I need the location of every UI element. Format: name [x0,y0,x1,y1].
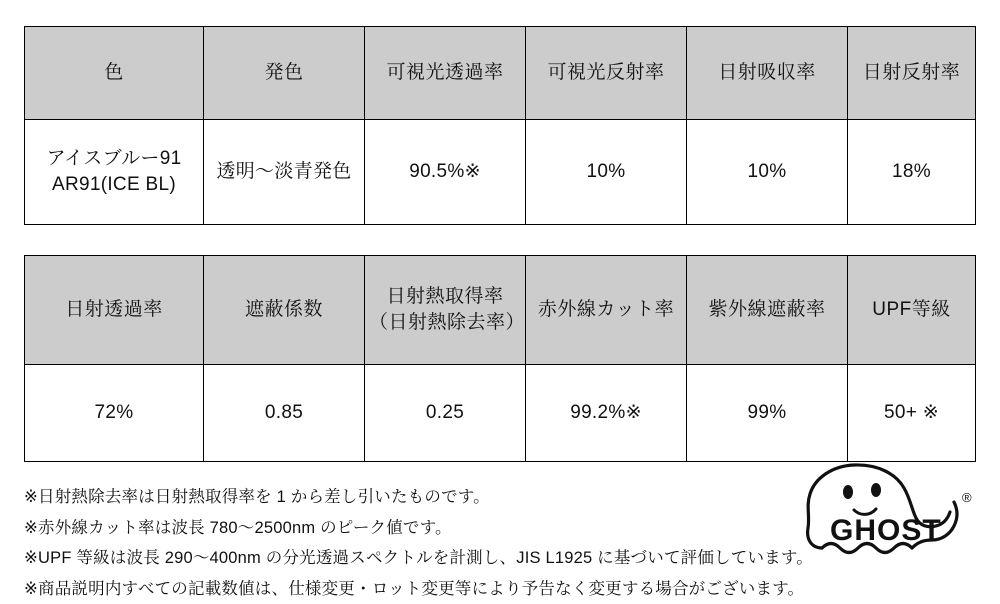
header-upf-grade: UPF等級 [848,256,976,365]
header-uv-shielding-rate: 紫外線遮蔽率 [687,256,848,365]
optical-properties-table-1 [24,26,976,225]
header-shading-coefficient: 遮蔽係数 [204,256,365,365]
cell-visible-light-transmittance: 90.5%※ [365,120,526,225]
cell-coloring: 透明〜淡青発色 [204,120,365,225]
header-solar-reflectance: 日射反射率 [848,27,976,120]
cell-solar-heat-gain: 0.25 [365,365,526,462]
table-row [25,120,976,225]
cell-solar-transmittance: 72% [25,365,204,462]
footnote-2: ※赤外線カット率は波長 780〜2500nm のピーク値です。 [24,518,452,537]
header-visible-light-reflectance: 可視光反射率 [526,27,687,120]
registered-mark: ® [962,490,972,505]
cell-solar-reflectance: 18% [848,120,976,225]
cell-upf-grade: 50+ ※ [848,365,976,462]
ghost-logo-text: GHOST [830,514,942,547]
cell-solar-absorptance: 10% [687,120,848,225]
header-visible-light-transmittance: 可視光透過率 [365,27,526,120]
table-2-header-row [25,256,976,365]
header-solar-heat-gain-line-2: （日射熱除去率） [369,312,526,333]
footnote-3: ※UPF 等級は波長 290〜400nm の分光透過スペクトルを計測し、JIS L1925 に基づいて評価しています。 [24,549,813,568]
cell-shading-coefficient: 0.85 [204,365,365,462]
color-name-line-1: アイスブルー91 [46,148,182,170]
footnotes [24,482,976,604]
header-solar-absorptance: 日射吸収率 [687,27,848,120]
header-color: 色 [25,27,204,120]
header-solar-heat-gain [365,256,526,365]
header-solar-heat-gain-line-1: 日射熱取得率 [386,286,504,308]
cell-visible-light-reflectance: 10% [526,120,687,225]
cell-color-name [25,120,204,225]
footnote-4: ※商品説明内すべての記載数値は、仕様変更・ロット変更等により予告なく変更する場合がございます。 [24,579,805,598]
table-1-header-row [25,27,976,120]
cell-infrared-cut-rate: 99.2%※ [526,365,687,462]
header-infrared-cut-rate: 赤外線カット率 [526,256,687,365]
table-spacer [24,225,976,255]
color-name-line-2: AR91(ICE BL) [52,174,176,195]
cell-uv-shielding-rate: 99% [687,365,848,462]
header-solar-transmittance: 日射透過率 [25,256,204,365]
optical-properties-table-2 [24,255,976,462]
header-coloring: 発色 [204,27,365,120]
footnote-1: ※日射熱除去率は日射熱取得率を 1 から差し引いたものです。 [24,488,490,506]
table-row [25,365,976,462]
